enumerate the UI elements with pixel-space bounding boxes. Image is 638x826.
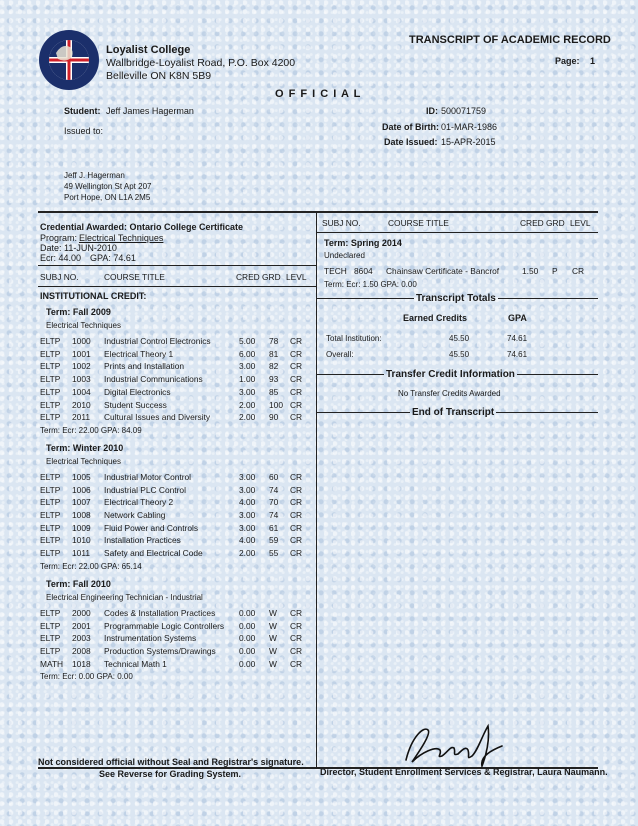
program-label: Program:	[40, 233, 78, 243]
table-row: ELTP 2000 Codes & Installation Practices 0.00 W CR	[40, 607, 303, 618]
overall-gpa: 74.61	[507, 350, 528, 359]
institutional-credit-heading: INSTITUTIONAL CREDIT:	[40, 291, 147, 301]
total-institution-label: Total Institution:	[326, 334, 382, 343]
table-row: ELTP 2011 Cultural Issues and Diversity 2.00 90 CR	[40, 412, 303, 423]
table-row: ELTP 1000 Industrial Control Electronics 5.00 78 CR	[40, 336, 303, 346]
term-summary: Term: Ecr: 22.00 GPA: 65.14	[40, 561, 142, 571]
credential-date: Date: 11-JUN-2010	[40, 243, 117, 253]
right-term-heading: Term: Spring 2014	[324, 238, 402, 248]
table-row: TECH 8604 Chainsaw Certificate - Bancrof 1.50 P CR	[324, 266, 585, 276]
table-row: ELTP 1004 Digital Electronics 3.00 85 CR	[40, 386, 303, 397]
table-row: ELTP 1008 Network Cabling 3.00 74 CR	[40, 510, 303, 520]
term-summary: Term: Ecr: 22.00 GPA: 84.09	[40, 425, 142, 435]
table-row: ELTP 2010 Student Success 2.00 100 CR	[40, 399, 303, 410]
table-row: MATH 1018 Technical Math 1 0.00 W CR	[40, 658, 303, 669]
address-name: Jeff J. Hagerman	[64, 171, 125, 180]
address-line2: Port Hope, ON L1A 2M5	[64, 193, 151, 202]
table-row: ELTP 1005 Industrial Motor Control 3.00 60 CR	[40, 471, 303, 482]
student-id: 500071759	[441, 106, 487, 116]
transfer-credit-text: No Transfer Credits Awarded	[398, 389, 501, 398]
table-row: ELTP 1009 Fluid Power and Controls 3.00 61 CR	[40, 522, 303, 533]
transcript-totals-heading: Transcript Totals	[316, 293, 598, 304]
college-address-line2: Belleville ON K8N 5B9	[106, 70, 212, 82]
transfer-credit-heading: Transfer Credit Information	[316, 369, 598, 380]
document-title: TRANSCRIPT OF ACADEMIC RECORD	[409, 34, 611, 46]
college-address-line1: Wallbridge-Loyalist Road, P.O. Box 4200	[106, 57, 296, 69]
footer-registrar: Director, Student Enrollment Services & Registrar, Laura Naumann.	[320, 767, 608, 777]
official-label: O F F I C I A L	[275, 88, 362, 100]
overall-label: Overall:	[326, 350, 354, 359]
overall-credits: 45.50	[449, 350, 470, 359]
footer-official-note: Not considered official without Seal and Registrar's signature.	[38, 757, 304, 767]
term-heading: Term: Fall 2010	[46, 578, 111, 589]
top-rule	[38, 211, 598, 213]
table-row: ELTP 2001 Programmable Logic Controllers 0.00 W CR	[40, 620, 303, 631]
table-row: ELTP 1003 Industrial Communications 1.00 93 CR	[40, 374, 303, 385]
credential-ecr: Ecr: 44.00	[40, 253, 82, 263]
student-label: Student:	[64, 106, 101, 116]
term-program: Electrical Techniques	[46, 321, 122, 330]
right-column-headers: SUBJ NO. COURSE TITLE CRED GRD LEVL	[322, 218, 591, 228]
right-term-summary: Term: Ecr: 1.50 GPA: 0.00	[324, 280, 417, 289]
right-program: Undeclared	[324, 251, 365, 260]
earned-credits-header: Earned Credits	[403, 313, 468, 323]
total-institution-credits: 45.50	[449, 334, 470, 343]
term-summary: Term: Ecr: 0.00 GPA: 0.00	[40, 672, 133, 682]
id-label: ID:	[426, 106, 438, 116]
page-label: Page:	[555, 56, 580, 66]
date-issued-value: 15-APR-2015	[441, 137, 496, 147]
credential-awarded: Credential Awarded: Ontario College Certificate	[40, 222, 244, 232]
table-row: ELTP 2008 Production Systems/Drawings 0.00 W CR	[40, 645, 303, 656]
student-name: Jeff James Hagerman	[106, 106, 194, 116]
table-row: ELTP 1006 Industrial PLC Control 3.00 74 CR	[40, 484, 303, 495]
term-heading: Term: Fall 2009	[46, 307, 111, 317]
table-row: ELTP 1010 Installation Practices 4.00 59 CR	[40, 535, 303, 546]
address-line1: 49 Wellington St Apt 207	[64, 182, 152, 191]
end-of-transcript: End of Transcript	[316, 407, 598, 418]
term-program: Electrical Techniques	[46, 456, 122, 466]
credential-gpa: GPA: 74.61	[90, 253, 136, 263]
table-row: ELTP 2003 Instrumentation Systems 0.00 W CR	[40, 633, 303, 644]
table-row: ELTP 1002 Prints and Installation 3.00 82 CR	[40, 361, 303, 372]
program-name: Electrical Techniques	[79, 233, 164, 243]
page-number: 1	[590, 56, 596, 66]
college-name: Loyalist College	[106, 44, 191, 56]
date-issued-label: Date Issued:	[384, 137, 438, 147]
table-row: ELTP 1007 Electrical Theory 2 4.00 70 CR	[40, 497, 303, 508]
total-institution-gpa: 74.61	[507, 334, 528, 343]
registrar-signature	[402, 716, 512, 768]
table-row: ELTP 1011 Safety and Electrical Code 2.00 55 CR	[40, 548, 303, 559]
issued-to-label: Issued to:	[64, 126, 104, 136]
college-logo	[38, 29, 100, 91]
gpa-header: GPA	[508, 313, 527, 323]
footer-grading-note: See Reverse for Grading System.	[99, 769, 242, 779]
dob-label: Date of Birth:	[382, 122, 439, 132]
table-row: ELTP 1001 Electrical Theory 1 6.00 81 CR	[40, 348, 303, 359]
term-heading: Term: Winter 2010	[46, 442, 124, 453]
dob-value: 01-MAR-1986	[441, 122, 498, 132]
left-column-headers: SUBJ NO. COURSE TITLE CRED GRD LEVL	[40, 272, 307, 282]
term-program: Electrical Engineering Technician - Industrial	[46, 592, 203, 602]
